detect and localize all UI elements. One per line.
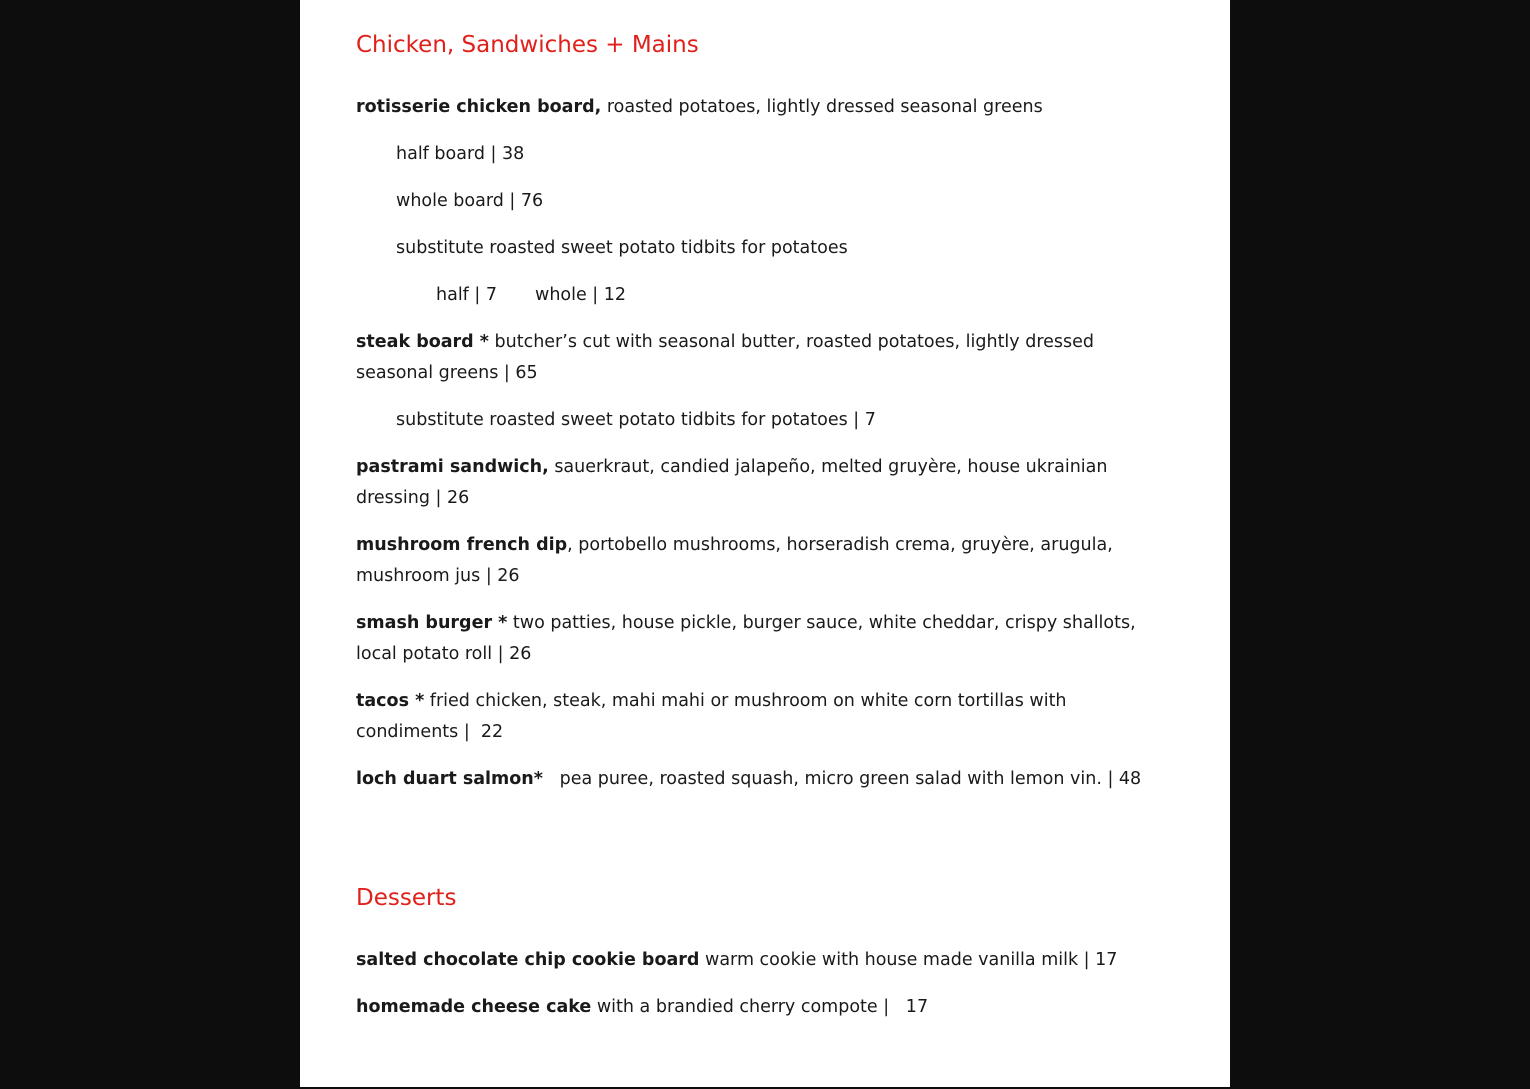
menu-item-steak [356,327,1171,389]
menu-item-smash-burger [356,608,1171,670]
menu-item-tacos [356,686,1171,748]
section-title-mains: Chicken, Sandwiches + Mains [356,32,699,58]
item-name: rotisserie chicken board, [356,97,602,117]
menu-page [300,0,1230,1087]
item-desc: with a brandied cherry compote | 17 [591,997,929,1017]
item-name: pastrami sandwich, [356,457,549,477]
menu-item-mushroom-dip [356,530,1171,592]
substitute-whole-price: whole | 12 [535,285,627,305]
item-name: steak board * [356,332,489,352]
item-name: homemade cheese cake [356,997,592,1017]
section-title-desserts: Desserts [356,885,457,911]
menu-item-cookie-board [356,945,1171,976]
item-desc: pea puree, roasted squash, micro green salad with lemon vin. | 48 [542,769,1142,789]
item-name: mushroom french dip [356,535,568,555]
item-name: salted chocolate chip cookie board [356,950,700,970]
option-whole-board: whole board | 76 [396,191,544,211]
menu-item-pastrami [356,452,1171,514]
item-name: loch duart salmon* [356,769,543,789]
option-substitute-prices [356,280,1171,311]
option-substitute: substitute roasted sweet potato tidbits for potatoes [396,238,848,258]
item-desc: warm cookie with house made vanilla milk | 17 [699,950,1118,970]
item-desc: two patties, house pickle, burger sauce, white cheddar, crispy shallots, local potato roll | 26 [356,613,1136,664]
item-desc: fried chicken, steak, mahi mahi or mushroom on white corn tortillas with condiments | 22 [356,691,1073,742]
menu-content [356,28,1171,1039]
menu-item-cheese-cake [356,992,1171,1023]
item-name: smash burger * [356,613,508,633]
item-desc: roasted potatoes, lightly dressed seasonal greens [601,97,1043,117]
item-desc: , portobello mushrooms, horseradish crema, gruyère, arugula, mushroom jus | 26 [356,535,1113,586]
option-half-board: half board | 38 [396,144,525,164]
menu-item-rotisserie [356,92,1171,123]
item-desc: butcher’s cut with seasonal butter, roasted potatoes, lightly dressed seasonal greens | 65 [356,332,1095,383]
menu-item-salmon [356,764,1171,795]
item-desc: sauerkraut, candied jalapeño, melted gruyère, house ukrainian dressing | 26 [356,457,1108,508]
option-steak-substitute: substitute roasted sweet potato tidbits for potatoes | 7 [396,410,876,430]
substitute-half-price: half | 7 [436,285,497,305]
item-name: tacos * [356,691,425,711]
